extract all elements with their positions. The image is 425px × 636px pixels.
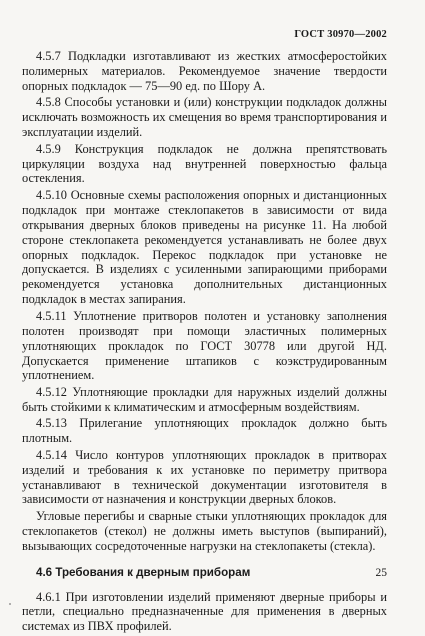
paragraph-4-5-13: 4.5.13 Прилегание уплотняющих прокладок должно быть плотным.	[22, 416, 387, 446]
section-heading-4-6: 4.6 Требования к дверным приборам	[36, 565, 251, 579]
page-number: 25	[375, 567, 387, 579]
paragraph-4-5-12: 4.5.12 Уплотняющие прокладки для наружных изделий должны быть стойкими к климатическим и атмосферным воздействиям.	[22, 384, 387, 414]
paragraph-4-5-11: 4.5.11 Уплотнение притворов полотен и установку заполнения полотен производят при помощи эластичных полимерных уплотняющих прокладок по ГОСТ 30778 или другой НД. Допускается применение штапиков с коэкструдированным уплотнением.	[22, 308, 387, 383]
document-code-header: ГОСТ 30970—2002	[294, 29, 387, 40]
scan-speck	[9, 603, 11, 605]
document-body	[22, 49, 387, 636]
paragraph-gaskets-corners: Угловые перегибы и сварные стыки уплотняющих прокладок для стеклопакетов (стекол) не должны иметь выступов (выпираний), вызывающих сосредоточенные нагрузки на стеклопакеты (стекла).	[22, 508, 387, 553]
paragraph-4-5-9: 4.5.9 Конструкция подкладок не должна препятствовать циркуляции воздуха над внутренней поверхностью фальца остекления.	[22, 141, 387, 186]
paragraph-4-5-14: 4.5.14 Число контуров уплотняющих прокладок в притворах изделий и требования к их установке по периметру притвора устанавливают в технической документации изготовителя в зависимости от назначения и конструкции дверных блоков.	[22, 447, 387, 507]
paragraph-4-5-7: 4.5.7 Подкладки изготавливают из жестких атмосферостойких полимерных материалов. Рекомендуемое значение твердости опорных подкладок — 75—90 ед. по Шору А.	[22, 49, 387, 93]
paragraph-4-5-8: 4.5.8 Способы установки и (или) конструкции подкладок должны исключать возможность их смещения во время транспортирования и эксплуатации изделий.	[22, 95, 387, 140]
paragraph-4-6-1: 4.6.1 При изготовлении изделий применяют дверные приборы и петли, специально предназначенные для применения в дверных системах из ПВХ профилей.	[22, 589, 387, 634]
paragraph-4-5-10: 4.5.10 Основные схемы расположения опорных и дистанционных подкладок при монтаже стеклопакетов в зависимости от вида открывания дверных блоков приведены на рисунке 11. На любой стороне стеклопакета рекомендуется устанавливать не более двух опорных подкладок. Перекос подкладок при установке не допускается. В изделиях с усиленными запирающими приборами рекомендуется установка дополнительных дистанционных подкладок в местах запирания.	[22, 187, 387, 307]
